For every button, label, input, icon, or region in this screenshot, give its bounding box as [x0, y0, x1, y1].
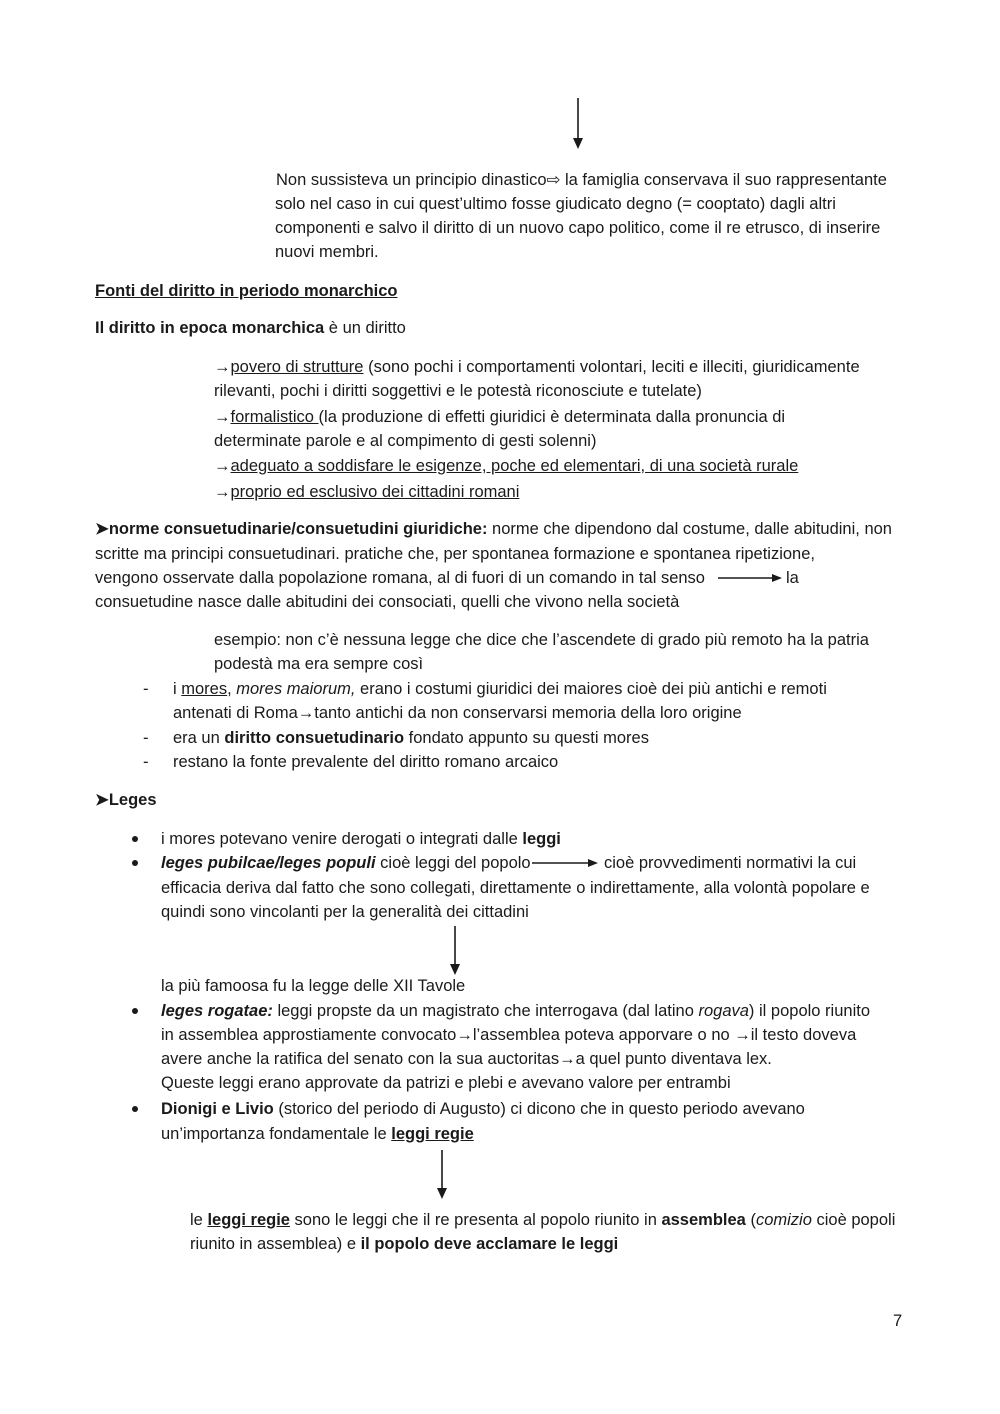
feature-2-line-2: determinate parole e al compimento di gesti solenni) [214, 432, 597, 450]
norme-line-3-after: la [786, 569, 799, 587]
mores-item-1-line-2: antenati di Roma→tanto antichi da non conservarsi memoria della loro origine [173, 704, 742, 722]
leges-item-4: Dionigi e Livio (storico del periodo di Augusto) ci dicono che in questo periodo avevano [161, 1100, 805, 1118]
leges-item-2-line-4: la più famoosa fu la legge delle XII Tavole [161, 977, 466, 995]
intro-line-1: Non sussisteva un principio dinastico⇨ la famiglia conservava il suo rappresentante [276, 171, 887, 189]
lead-line: Il diritto in epoca monarchica è un diritto [95, 319, 406, 337]
mores-item-3: restano la fonte prevalente del diritto romano arcaico [173, 753, 559, 771]
long-right-arrow-2 [532, 855, 604, 871]
mores-item-2: era un diritto consuetudinario fondato appunto su questi mores [173, 729, 649, 747]
long-right-arrow-1 [718, 570, 788, 586]
dash-marker: - [143, 680, 149, 698]
feature-1: →povero di strutture (sono pochi i comportamenti volontari, leciti e illeciti, giuridicamente [214, 358, 860, 376]
leges-item-2-line-3: quindi sono vincolanti per la generalità dei cittadini [161, 903, 529, 921]
feature-4: →proprio ed esclusivo dei cittadini romani [214, 483, 520, 501]
intro-line-2: solo nel caso in cui quest’ultimo fosse giudicato degno (= cooptato) dagli altri [275, 195, 836, 213]
down-arrow-bottom [434, 1148, 454, 1206]
feature-2: →formalistico (la produzione di effetti giuridici è determinata dalla pronuncia di [214, 408, 786, 426]
bullet-icon [132, 1106, 138, 1112]
bullet-icon [132, 860, 138, 866]
norme-line-2: scritte ma principi consuetudinari. pratiche che, per spontanea formazione e spontanea ripetizione, [95, 545, 815, 563]
bullet-icon [132, 836, 138, 842]
norme-line-3: vengono osservate dalla popolazione romana, al di fuori di un comando in tal senso [95, 569, 705, 587]
dash-marker: - [143, 753, 149, 771]
leges-item-3-line-4: Queste leggi erano approvate da patrizi e plebi e avevano valore per entrambi [161, 1074, 731, 1092]
page-number: 7 [893, 1312, 903, 1330]
right-arrow-icon: → [214, 483, 231, 501]
intro-line-3: componenti e salvo il diritto di un nuovo capo politico, come il re etrusco, di inserire [275, 219, 881, 237]
leges-item-3-line-2: in assemblea approstiamente convocato→l’assemblea poteva apporvare o no →il testo doveva [161, 1026, 857, 1044]
arrowhead-bullet-icon: ➤ [95, 791, 109, 809]
section-title: Fonti del diritto in periodo monarchico [95, 282, 398, 300]
regie-line-2: riunito in assemblea) e il popolo deve acclamare le leggi [190, 1235, 619, 1253]
leges-item-2-line-2: efficacia deriva dal fatto che sono collegati, direttamente o indirettamente, alla volontà popolare e [161, 879, 870, 897]
down-arrow-top [570, 96, 590, 154]
leges-item-3-line-3: avere anche la ratifica del senato con la sua auctoritas→a quel punto diventava lex. [161, 1050, 772, 1068]
feature-1-line-2: rilevanti, pochi i diritti soggettivi e le potestà riconosciute e tutelate) [214, 382, 702, 400]
arrowhead-bullet-icon: ➤ [95, 520, 109, 538]
right-arrow-icon: → [559, 1050, 576, 1068]
leges-item-1: i mores potevano venire derogati o integrati dalle leggi [161, 830, 561, 848]
example-line-2: podestà ma era sempre così [214, 655, 424, 673]
bullet-icon [132, 1008, 138, 1014]
right-arrow-icon: → [297, 704, 315, 722]
leges-item-2: leges pubilcae/leges populi cioè leggi del popolo [161, 854, 531, 872]
right-arrow-icon: → [456, 1026, 473, 1044]
example-line-1: esempio: non c’è nessuna legge che dice che l’ascendete di grado più remoto ha la patria [214, 631, 869, 649]
leges-item-3: leges rogatae: leggi propste da un magistrato che interrogava (dal latino rogava) il popolo riunito [161, 1002, 870, 1020]
leges-title: ➤Leges [95, 791, 157, 809]
right-arrow-icon: → [214, 457, 231, 475]
feature-3: →adeguato a soddisfare le esigenze, poche ed elementari, di una società rurale [214, 457, 799, 475]
leges-item-2-after: cioè provvedimenti normativi la cui [604, 854, 857, 872]
dash-marker: - [143, 729, 149, 747]
regie-line-1: le leggi regie sono le leggi che il re presenta al popolo riunito in assemblea (comizio cioè popoli [190, 1211, 896, 1229]
mores-item-1: i mores, mores maiorum, erano i costumi giuridici dei maiores cioè dei più antichi e remoti [173, 680, 827, 698]
right-arrow-icon: → [214, 358, 231, 376]
hollow-arrow-icon: ⇨ [546, 171, 561, 189]
right-arrow-icon: → [214, 408, 231, 426]
leges-item-4-line-2: un’importanza fondamentale le leggi regie [161, 1125, 474, 1143]
intro-line-4: nuovi membri. [275, 243, 379, 261]
norme-line-4: consuetudine nasce dalle abitudini dei consociati, quelli che vivono nella società [95, 593, 680, 611]
right-arrow-icon: → [734, 1026, 751, 1044]
norme-line-1: ➤norme consuetudinarie/consuetudini giuridiche: norme che dipendono dal costume, dalle abitudini, non [95, 520, 892, 538]
